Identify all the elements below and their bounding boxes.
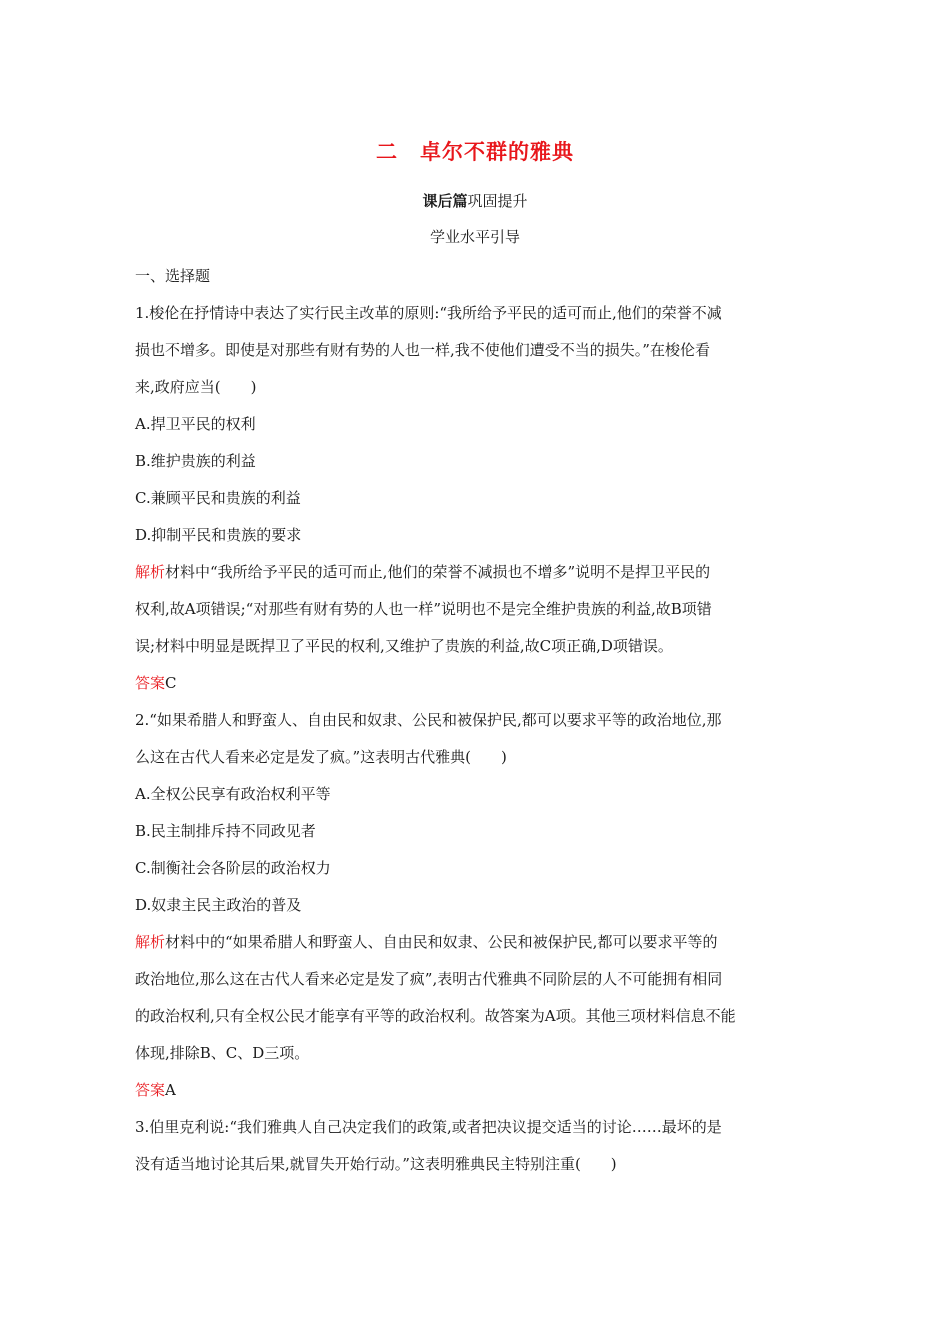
question-stem-line: 来,政府应当( ) <box>135 378 257 396</box>
analysis-text: 材料中“我所给予平民的适可而止,他们的荣誉不减损也不增多”说明不是捍卫平民的 <box>165 563 711 581</box>
subtitle-rest: 巩固提升 <box>467 192 528 210</box>
analysis-label: 解析 <box>135 933 166 951</box>
question-stem-line: 没有适当地讨论其后果,就冒失开始行动。”这表明雅典民主特别注重( ) <box>135 1155 617 1173</box>
answer-label: 答案 <box>135 674 166 692</box>
question-stem-line: 1.梭伦在抒情诗中表达了实行民主改革的原则:“我所给予平民的适可而止,他们的荣誉不减 <box>135 304 722 322</box>
option-d: D.抑制平民和贵族的要求 <box>135 526 302 544</box>
option-c: C.制衡社会各阶层的政治权力 <box>135 859 331 877</box>
option-d: D.奴隶主民主政治的普及 <box>135 896 302 914</box>
answer-value: C <box>165 674 177 692</box>
analysis-line: 权利,故A项错误;“对那些有财有势的人也一样”说明也不是完全维护贵族的利益,故B项错 <box>135 600 712 618</box>
question-3 <box>135 1109 815 1183</box>
analysis-text: 材料中的“如果希腊人和野蛮人、自由民和奴隶、公民和被保护民,都可以要求平等的 <box>165 933 718 951</box>
section-heading: 一、选择题 <box>135 267 211 285</box>
answer-line <box>135 665 815 702</box>
option-c: C.兼顾平民和贵族的利益 <box>135 489 301 507</box>
question-stem-line: 么这在古代人看来必定是发了疯。”这表明古代雅典( ) <box>135 748 507 766</box>
question-stem-line: 3.伯里克利说:“我们雅典人自己决定我们的政策,或者把决议提交适当的讨论……最坏的是 <box>135 1118 722 1136</box>
option-a: A.全权公民享有政治权利平等 <box>135 785 331 803</box>
subtitle-bold: 课后篇 <box>422 192 468 210</box>
analysis-line: 误;材料中明显是既捍卫了平民的权利,又维护了贵族的利益,故C项正确,D项错误。 <box>135 637 673 655</box>
option-a: A.捍卫平民的权利 <box>135 415 256 433</box>
answer-line <box>135 1072 815 1109</box>
answer-label: 答案 <box>135 1081 166 1099</box>
answer-value: A <box>165 1081 176 1099</box>
question-list <box>135 258 815 1183</box>
question-1 <box>135 295 815 702</box>
analysis-line: 的政治权利,只有全权公民才能享有平等的政治权利。故答案为A项。其他三项材料信息不能 <box>135 1007 736 1025</box>
page-subtitle <box>0 190 950 211</box>
analysis-line <box>135 554 815 591</box>
question-2 <box>135 702 815 1109</box>
analysis-line: 体现,排除B、C、D三项。 <box>135 1044 310 1062</box>
analysis-line <box>135 924 815 961</box>
page-title: 二 卓尔不群的雅典 <box>376 140 574 164</box>
level-heading: 学业水平引导 <box>429 228 520 246</box>
analysis-label: 解析 <box>135 563 166 581</box>
analysis-line: 政治地位,那么这在古代人看来必定是发了疯”,表明古代雅典不同阶层的人不可能拥有相同 <box>135 970 723 988</box>
option-b: B.民主制排斥持不同政见者 <box>135 822 316 840</box>
question-stem-line: 损也不增多。即使是对那些有财有势的人也一样,我不使他们遭受不当的损失。”在梭伦看 <box>135 341 710 359</box>
question-stem-line: 2.“如果希腊人和野蛮人、自由民和奴隶、公民和被保护民,都可以要求平等的政治地位,那 <box>135 711 722 729</box>
option-b: B.维护贵族的利益 <box>135 452 256 470</box>
